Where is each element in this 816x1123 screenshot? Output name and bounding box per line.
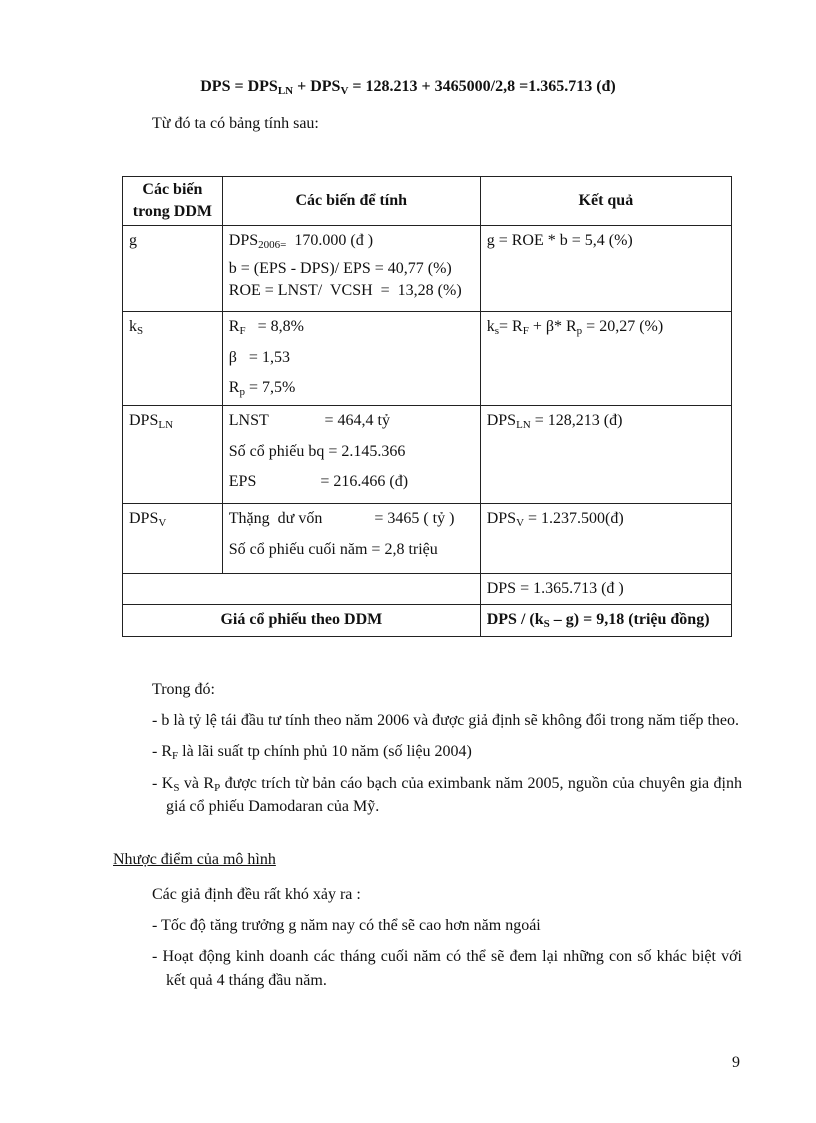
formula-text: DPS = DPS [200, 78, 278, 95]
formula-sub: LN [277, 85, 294, 97]
row-label: $DPS_V$ [123, 504, 223, 574]
cons-section [152, 883, 742, 1000]
table-row-total [123, 574, 732, 605]
notes-section [152, 678, 742, 826]
header-line: Các biến [142, 181, 203, 199]
cons-item: - Hoạt động kinh doanh các tháng cuối năm có thể sẽ đem lại những con số khác biệt với kết quả 4 tháng đầu năm. [152, 948, 742, 989]
cons-heading: Nhược điểm của mô hình [113, 851, 276, 868]
table-row [123, 406, 732, 504]
row-inputs [222, 226, 480, 312]
table-row [123, 504, 732, 574]
input-line: $R_F = 8,8\%$ [228, 318, 304, 337]
table-row [123, 312, 732, 406]
price-label: Giá cổ phiếu theo DDM [123, 604, 481, 636]
cons-intro: Các giả định đều rất khó xảy ra : [152, 886, 361, 903]
row-label: g [123, 226, 223, 312]
page-number: 9 [732, 1054, 740, 1071]
input-line: ROE = LNST/ VCSH = 13,28 (%) [228, 282, 462, 300]
table-row-price [123, 604, 732, 636]
ddm-table [122, 176, 732, 637]
row-result: $DPS_V$ = 1.237.500(đ) [480, 504, 731, 574]
row-label: $k_S$ [123, 312, 223, 406]
table-header-row [123, 177, 732, 226]
formula-text: = 128.213 + 3465000/2,8 =1.365.713 (đ) [348, 78, 616, 95]
header-result: Kết quả [480, 177, 731, 226]
dps-formula [0, 78, 816, 96]
row-result: DPS = 1.365.713 (đ ) [480, 574, 731, 605]
row-result: g = ROE * b = 5,4 (%) [480, 226, 731, 312]
input-line: Số cổ phiếu cuối năm = 2,8 triệu [228, 540, 438, 558]
row-result: $k_s= R_F + \beta*$ $R_p = 20,27$ (%) [480, 312, 731, 406]
input-line: EPS = 216.466 (đ) [228, 473, 409, 491]
row-label: $DPS_{LN}$ [123, 406, 223, 504]
row-inputs [222, 504, 480, 574]
note-item: - b là tỷ lệ tái đầu tư tính theo năm 2006 và được giả định sẽ không đổi trong năm tiếp theo. [152, 712, 740, 730]
input-line: $DPS_{2006=}$ 170.000 (đ ) [228, 232, 374, 251]
note-item: - $R_F$ là lãi suất tp chính phủ 10 năm (số liệu 2004) [152, 743, 472, 763]
row-result: $DPS_{LN} = 128,213$ (đ) [480, 406, 731, 504]
row-inputs [222, 312, 480, 406]
input-line: Thặng dư vốn = 3465 ( tỷ ) [228, 510, 455, 527]
header-inputs: Các biến để tính [222, 177, 480, 226]
header-variables [123, 177, 223, 226]
intro-text: Từ đó ta có bảng tính sau: [152, 115, 319, 132]
price-result: DPS / $(k_S - g) = 9,18$ (triệu đồng) [480, 604, 731, 636]
empty-cell [123, 574, 481, 605]
formula-text: + DPS [293, 78, 341, 95]
input-line: $R_p = 7,5\%$ [228, 379, 296, 399]
input-line: LNST = 464,4 tỷ [228, 412, 390, 429]
cons-item: - Tốc độ tăng trưởng g năm nay có thể sẽ cao hơn năm ngoái [152, 917, 541, 935]
input-line: β = 1,53 [228, 348, 290, 366]
header-line: trong DDM [132, 203, 213, 220]
notes-title: Trong đó: [152, 681, 215, 698]
note-item: - $K_S$ và $R_P$ được trích từ bản cáo bạch của eximbank năm 2005, nguồn của chuyên gia định giá cổ phiếu Damodaran của Mỹ. [152, 774, 742, 815]
table-row [123, 226, 732, 312]
input-line: Số cổ phiếu bq = 2.145.366 [228, 442, 406, 460]
row-inputs [222, 406, 480, 504]
input-line: b = (EPS - DPS)/ EPS = 40,77 (%) [228, 259, 452, 277]
formula-sub: V [340, 85, 349, 97]
